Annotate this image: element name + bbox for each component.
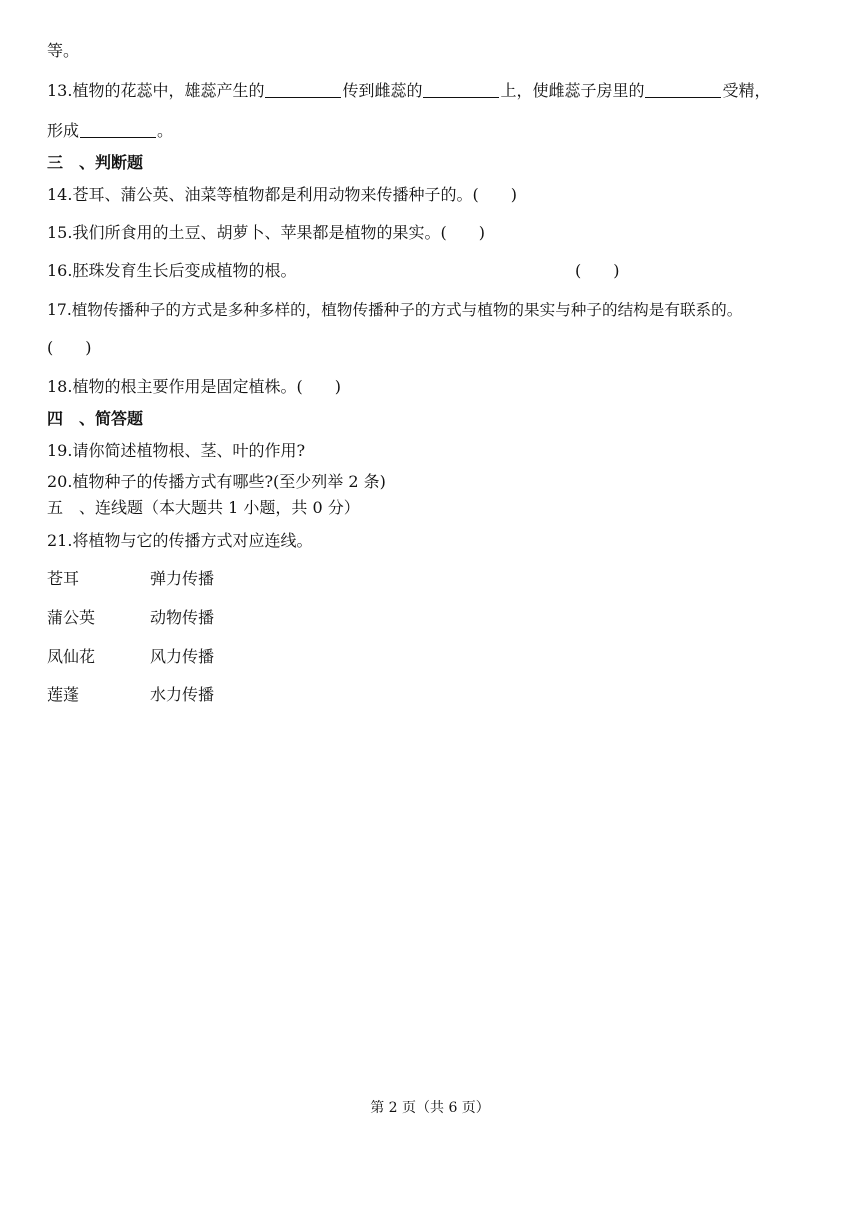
- section-heading-matching: 五 、连线题（本大题共 1 小题，共 0 分）: [47, 498, 360, 517]
- q13-text-b: 传到雌蕊的: [342, 81, 423, 100]
- section-heading-judgement: 三 、判断题: [47, 153, 144, 172]
- method-item[interactable]: 风力传播: [150, 647, 215, 666]
- question-15: 15.我们所食用的土豆、胡萝卜、苹果都是植物的果实。( ): [47, 223, 485, 242]
- plant-item[interactable]: 苍耳: [47, 569, 80, 588]
- q13-text-a: 13.植物的花蕊中，雄蕊产生的: [47, 81, 265, 100]
- answer-blank[interactable]: [80, 121, 156, 138]
- q13-text-d: 受精，: [722, 81, 771, 100]
- method-item[interactable]: 弹力传播: [150, 569, 215, 588]
- q13-text-e: 形成: [47, 121, 80, 140]
- section-heading-short-answer: 四 、简答题: [47, 409, 144, 428]
- question-18: 18.植物的根主要作用是固定植株。( ): [47, 377, 341, 396]
- answer-blank[interactable]: [423, 81, 499, 98]
- question-17: 17.植物传播种子的方式是多种多样的，植物传播种子的方式与植物的果实与种子的结构是有联系的。: [47, 301, 743, 319]
- question-17-paren: ( ): [47, 338, 92, 357]
- question-13-line1: [47, 80, 771, 102]
- question-16-paren: ( ): [575, 261, 620, 280]
- answer-blank[interactable]: [645, 81, 721, 98]
- answer-blank[interactable]: [265, 81, 341, 98]
- question-20: 20.植物种子的传播方式有哪些?(至少列举 2 条): [47, 472, 386, 491]
- question-16: 16.胚珠发育生长后变成植物的根。: [47, 261, 297, 280]
- page-footer: 第 2 页（共 6 页）: [370, 1100, 490, 1116]
- question-21: 21.将植物与它的传播方式对应连线。: [47, 531, 313, 550]
- q13-text-f: 。: [157, 121, 174, 140]
- method-item[interactable]: 动物传播: [150, 608, 215, 627]
- q13-text-c: 上，使雌蕊子房里的: [500, 81, 645, 100]
- question-13-line2: [47, 120, 173, 142]
- plant-item[interactable]: 凤仙花: [47, 647, 96, 666]
- plant-item[interactable]: 蒲公英: [47, 608, 96, 627]
- plant-item[interactable]: 莲蓬: [47, 685, 80, 704]
- question-14: 14.苍耳、蒲公英、油菜等植物都是利用动物来传播种子的。( ): [47, 185, 517, 204]
- text-line: 等。: [47, 41, 80, 60]
- method-item[interactable]: 水力传播: [150, 685, 215, 704]
- question-19: 19.请你简述植物根、茎、叶的作用?: [47, 441, 306, 460]
